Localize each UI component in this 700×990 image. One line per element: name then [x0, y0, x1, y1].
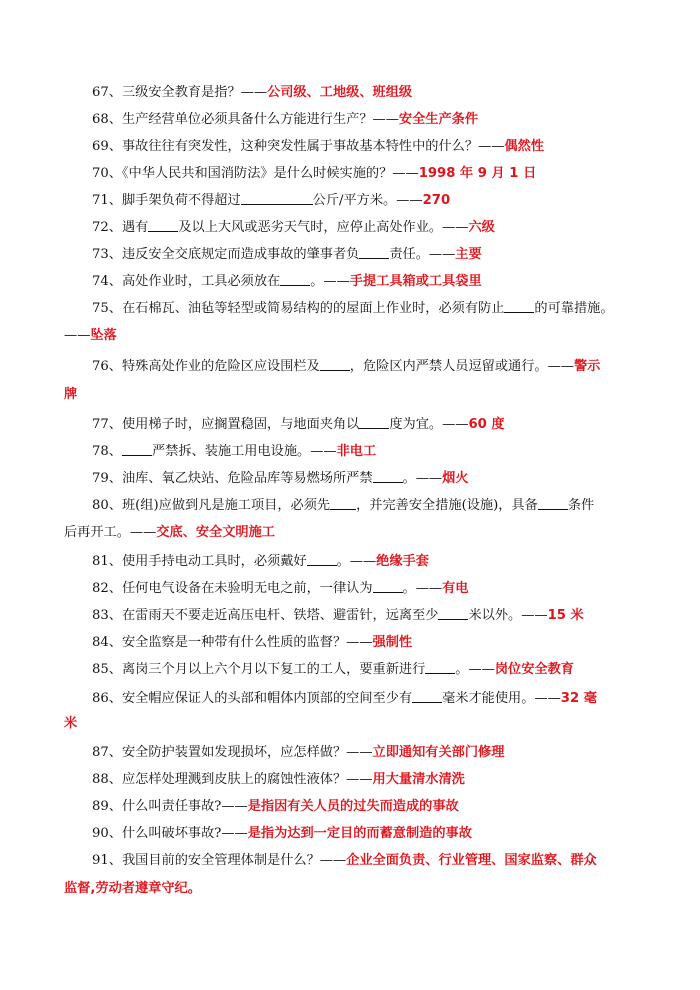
answer-text: 手提工具箱或工具袋里 [349, 274, 482, 289]
fill-blank [425, 659, 455, 674]
question-text-after: 条件 [567, 498, 595, 513]
question-text: 任何电气设备在未验明无电之前，一律认为 [121, 581, 373, 596]
question-76-line2 [64, 380, 640, 409]
answer-text-continued: 牌 [64, 387, 78, 402]
fill-blank [373, 578, 403, 593]
question-86-line2 [64, 709, 640, 738]
fill-blank [122, 441, 152, 456]
question-text: 《中华人民共和国消防法》是什么时候实施的？—— [121, 166, 419, 181]
question-83: 83、在雷雨天不要走近高压电杆、铁塔、避雷针，远离至少 米以外。——15 米 [64, 601, 640, 630]
answer-text: 绝缘手套 [376, 554, 429, 569]
answer-text: 安全生产条件 [398, 112, 479, 127]
answer-text: 交底、安全文明施工 [156, 525, 275, 540]
question-number: 80 [92, 498, 109, 513]
question-text: 离岗三个月以上六个月以下复工的工人，要重新进行 [121, 662, 426, 677]
answer-text: 主要 [455, 247, 482, 262]
question-number: 91 [92, 853, 109, 868]
question-68: 68、生产经营单位必须具备什么方能进行生产？——安全生产条件 [64, 105, 640, 134]
question-81: 81、使用手持电动工具时，必须戴好 。——绝缘手套 [64, 547, 640, 576]
answer-text: 强制性 [372, 635, 413, 650]
answer-text: 坠落 [90, 328, 117, 343]
question-90: 90、什么叫破坏事故?——是指为达到一定目的而蓄意制造的事故 [64, 819, 640, 848]
question-80: 80、班(组)应做到凡是施工项目，必须先 ，并完善安全措施(设施)，具备 条件 [64, 491, 640, 520]
question-text: 油库、氧乙炔站、危险品库等易燃场所严禁 [121, 471, 373, 486]
question-77: 77、使用梯子时，应搁置稳固，与地面夹角以 度为宜。——60 度 [64, 410, 640, 439]
answer-text: 是指因有关人员的过失而造成的事故 [247, 799, 459, 814]
question-text: 三级安全教育是指？—— [121, 85, 268, 100]
question-text: 特殊高处作业的危险区应设围栏及 [121, 359, 320, 374]
answer-text: 立即通知有关部门修理 [372, 745, 505, 760]
question-text-after: 的可靠措施。 [534, 301, 614, 316]
question-79: 79、油库、氧乙炔站、危险品库等易燃场所严禁 。——烟火 [64, 464, 640, 493]
question-text-after: ，危险区内严禁人员逗留或通行。—— [349, 359, 574, 374]
question-text-after: 。—— [402, 581, 443, 596]
question-number: 67 [92, 85, 109, 100]
answer-text-continued: 米 [64, 716, 78, 731]
question-text-after: 。—— [336, 554, 377, 569]
question-text-after: 严禁拆、装施工用电设施。—— [151, 444, 337, 459]
fill-blank [373, 468, 403, 483]
question-82: 82、任何电气设备在未验明无电之前，一律认为 。——有电 [64, 574, 640, 603]
question-text-after: 毫米才能使用。—— [442, 691, 561, 706]
question-number: 68 [92, 112, 109, 127]
question-91: 91、我国目前的安全管理体制是什么？——企业全面负责、行业管理、国家监察、群众 [64, 846, 640, 875]
question-number: 85 [92, 662, 109, 677]
question-number: 71 [92, 193, 109, 208]
question-86: 86、安全帽应保证人的头部和帽体内顶部的空间至少有 毫米才能使用。——32 毫 [64, 684, 640, 713]
answer-text: 公司级、工地级、班组级 [267, 85, 413, 100]
question-89: 89、什么叫责任事故?——是指因有关人员的过失而造成的事故 [64, 792, 640, 821]
question-72: 72、遇有 及以上大风或恶劣天气时，应停止高处作业。——六级 [64, 213, 640, 242]
question-text-after: 。—— [455, 662, 495, 677]
question-number: 76 [92, 359, 109, 374]
fill-blank [359, 414, 389, 429]
question-number: 77 [92, 417, 109, 432]
question-number: 89 [92, 799, 109, 814]
fill-blank [307, 551, 337, 566]
question-number: 73 [92, 247, 109, 262]
question-67: 67、三级安全教育是指？——公司级、工地级、班组级 [64, 78, 640, 107]
question-text: 安全防护装置如发现损坏，应怎样做？—— [121, 745, 373, 760]
fill-blank [280, 271, 310, 286]
question-84: 84、安全监察是一种带有什么性质的监督？——强制性 [64, 628, 640, 657]
question-91-line2 [64, 874, 640, 903]
question-85: 85、离岗三个月以上六个月以下复工的工人，要重新进行 。——岗位安全教育 [64, 655, 640, 684]
question-text-after: 公斤/平方米。—— [312, 193, 423, 208]
question-80-line2 [64, 518, 640, 547]
question-text-after: 。—— [402, 471, 443, 486]
question-71: 71、脚手架负荷不得超过 公斤/平方米。——270 [64, 186, 640, 215]
question-number: 75 [92, 301, 109, 316]
question-76: 76、特殊高处作业的危险区应设围栏及 ，危险区内严禁人员逗留或通行。——警示 [64, 352, 640, 381]
question-text-after: 度为宜。—— [389, 417, 469, 432]
fill-blank [320, 356, 350, 371]
question-text: 使用梯子时，应搁置稳固，与地面夹角以 [121, 417, 360, 432]
question-text: 高处作业时，工具必须放在 [121, 274, 281, 289]
answer-text: 270 [422, 193, 451, 208]
fill-blank [330, 495, 356, 510]
fill-blank [504, 298, 534, 313]
fill-blank [438, 605, 468, 620]
question-73: 73、违反安全交底规定而造成事故的肇事者负 责任。——主要 [64, 240, 640, 269]
answer-text: 是指为达到一定目的而蓄意制造的事故 [247, 826, 472, 841]
question-text-after: 米以外。—— [468, 608, 548, 623]
question-text-after: 。—— [310, 274, 350, 289]
question-88: 88、应怎样处理溅到皮肤上的腐蚀性液体？——用大量清水清洗 [64, 765, 640, 794]
answer-text-continued: 监督,劳动者遵章守纪。 [64, 881, 201, 896]
answer-text: 有电 [442, 581, 469, 596]
question-number: 79 [92, 471, 109, 486]
question-text: 我国目前的安全管理体制是什么？—— [121, 853, 347, 868]
answer-text: 非电工 [336, 444, 377, 459]
question-number: 82 [92, 581, 109, 596]
fill-blank [148, 217, 178, 232]
question-text: 使用手持电动工具时，必须戴好 [121, 554, 307, 569]
fill-blank [412, 688, 442, 703]
answer-text: 60 度 [468, 417, 505, 432]
question-75-line2 [64, 321, 640, 350]
question-number: 74 [92, 274, 109, 289]
question-number: 83 [92, 608, 109, 623]
question-text: 什么叫责任事故?—— [121, 799, 248, 814]
question-number: 70 [92, 166, 109, 181]
question-text: 在雷雨天不要走近高压电杆、铁塔、避雷针，远离至少 [121, 608, 439, 623]
question-number: 87 [92, 745, 109, 760]
answer-text: 15 米 [547, 608, 584, 623]
question-78: 78、 严禁拆、装施工用电设施。——非电工 [64, 437, 640, 466]
question-number: 72 [92, 220, 109, 235]
question-text: 什么叫破坏事故?—— [121, 826, 248, 841]
fill-blank [538, 495, 568, 510]
question-number: 86 [92, 691, 109, 706]
question-text: 在石棉瓦、油毡等轻型或简易结构的的屋面上作业时，必须有防止 [121, 301, 505, 316]
answer-text: 警示 [573, 359, 601, 374]
question-text: 安全监察是一种带有什么性质的监督？—— [121, 635, 373, 650]
question-text: 遇有 [121, 220, 149, 235]
question-text-middle: ，并完善安全措施(设施)，具备 [356, 498, 538, 513]
answer-text: 烟火 [442, 471, 469, 486]
question-number: 88 [92, 772, 109, 787]
question-text: 违反安全交底规定而造成事故的肇事者负 [121, 247, 360, 262]
fill-blank [359, 244, 389, 259]
question-text: 安全帽应保证人的头部和帽体内顶部的空间至少有 [121, 691, 413, 706]
question-74: 74、高处作业时，工具必须放在 。——手提工具箱或工具袋里 [64, 267, 640, 296]
question-text: 应怎样处理溅到皮肤上的腐蚀性液体？—— [121, 772, 373, 787]
answer-text: 六级 [468, 220, 495, 235]
answer-prefix: 后再开工。—— [64, 525, 157, 540]
answer-text: 岗位安全教育 [494, 662, 574, 677]
question-text: 事故往往有突发性，这种突发性属于事故基本特性中的什么？—— [121, 139, 505, 154]
answer-text: 企业全面负责、行业管理、国家监察、群众 [346, 853, 597, 868]
question-69: 69、事故往往有突发性，这种突发性属于事故基本特性中的什么？——偶然性 [64, 132, 640, 161]
question-number: 81 [92, 554, 109, 569]
answer-text: 1998 年 9 月 1 日 [418, 166, 537, 181]
question-text-after: 责任。—— [389, 247, 456, 262]
answer-text: 偶然性 [504, 139, 544, 154]
question-text: 脚手架负荷不得超过 [121, 193, 241, 208]
answer-text: 用大量清水清洗 [372, 772, 465, 787]
question-87: 87、安全防护装置如发现损坏，应怎样做？——立即通知有关部门修理 [64, 738, 640, 767]
question-75: 75、在石棉瓦、油毡等轻型或简易结构的的屋面上作业时，必须有防止 的可靠措施。 [64, 294, 640, 323]
question-number: 90 [92, 826, 109, 841]
question-text-after: 及以上大风或恶劣天气时，应停止高处作业。—— [178, 220, 469, 235]
fill-blank [241, 190, 313, 205]
answer-text: 32 毫 [560, 691, 597, 706]
question-70: 70、《中华人民共和国消防法》是什么时候实施的？——1998 年 9 月 1 日 [64, 159, 640, 188]
question-number: 78 [92, 444, 109, 459]
answer-prefix: —— [64, 328, 91, 343]
question-number: 84 [92, 635, 109, 650]
question-number: 69 [92, 139, 109, 154]
question-text: 班(组)应做到凡是施工项目，必须先 [121, 498, 331, 513]
question-text: 生产经营单位必须具备什么方能进行生产？—— [121, 112, 399, 127]
